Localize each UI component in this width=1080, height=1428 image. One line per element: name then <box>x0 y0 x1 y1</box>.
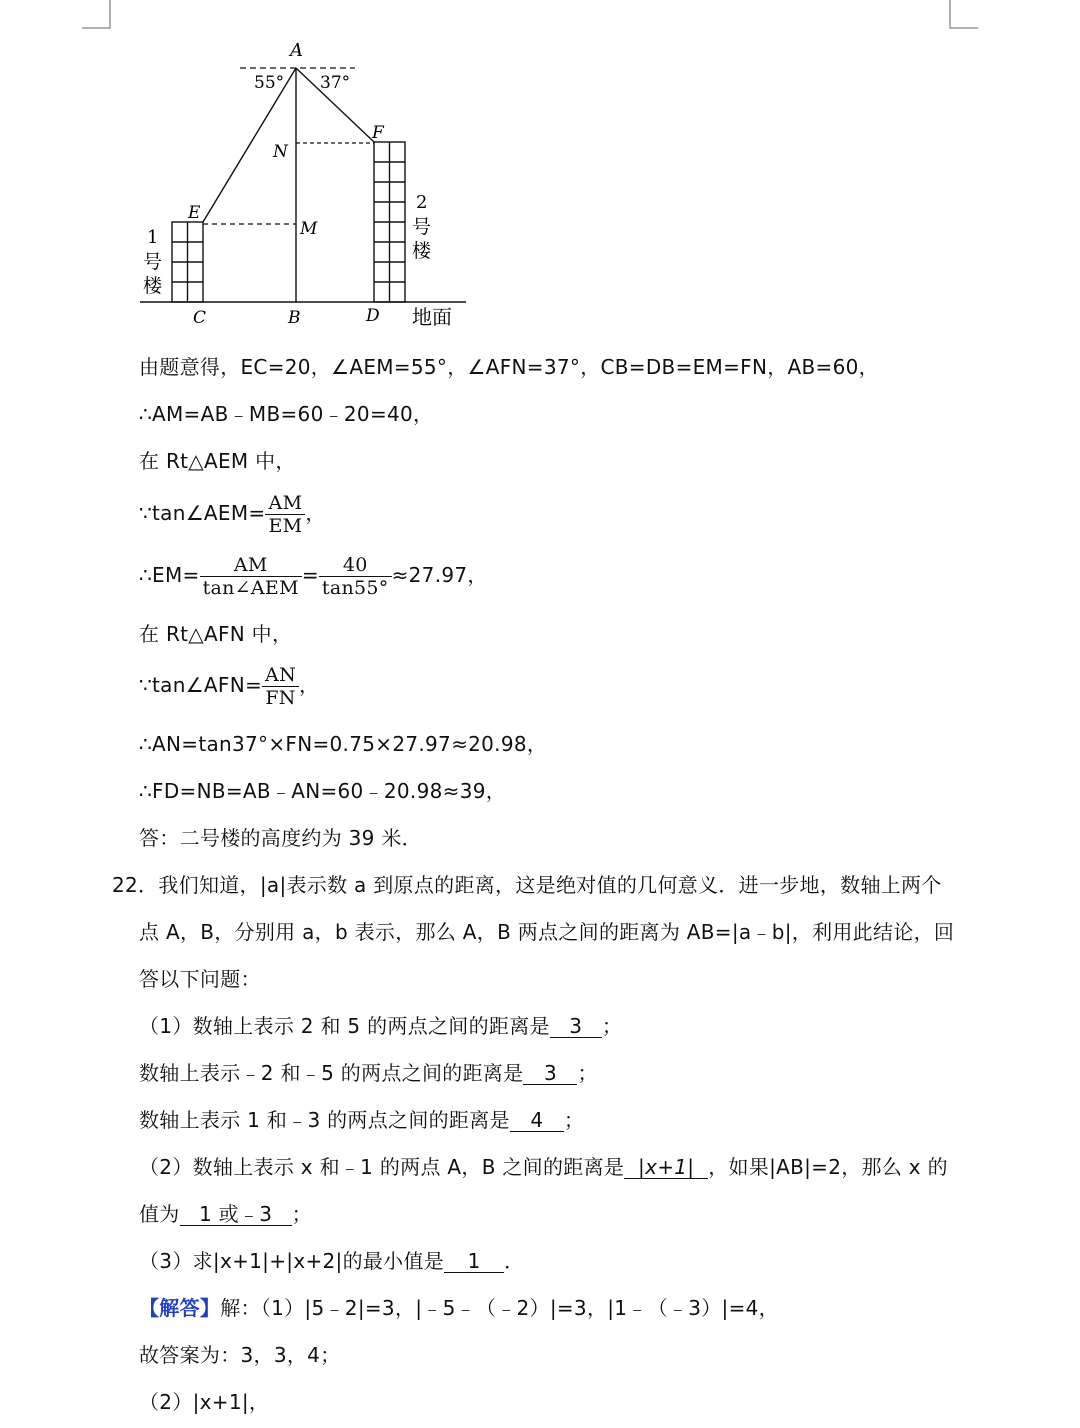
label-N: N <box>273 142 288 162</box>
answer-blank: |x+1| <box>624 1156 708 1179</box>
q22-part1-b <box>139 1059 598 1087</box>
answer-blank: 1 或﹣3 <box>180 1203 292 1226</box>
question-text: 值为 <box>139 1202 180 1226</box>
q22-intro-1: 22．我们知道，|a|表示数 a 到原点的距离，这是绝对值的几何意义．进一步地，数轴上两个 <box>112 873 942 897</box>
fraction-40-tan55 <box>319 554 392 599</box>
answer-blank: 1 <box>444 1250 504 1273</box>
line-suffix: ， <box>305 501 326 525</box>
em-prefix: ∴EM= <box>139 563 200 587</box>
fraction-numerator: AM <box>233 554 268 576</box>
building2-label-hao: 号 <box>412 216 432 238</box>
solution-line-7 <box>139 664 319 709</box>
label-D: D <box>366 306 380 326</box>
fraction-am-em <box>265 492 305 537</box>
solution-tag: 【解答】 <box>139 1296 221 1320</box>
fraction-denominator: tan55° <box>319 576 392 599</box>
answer-blank: 3 <box>523 1062 577 1085</box>
question-text: 数轴上表示 1 和﹣3 的两点之间的距离是 <box>139 1108 510 1132</box>
q22-part3 <box>139 1247 524 1275</box>
q22-solution-1 <box>139 1294 779 1322</box>
building2-label-num: 2 <box>416 192 428 213</box>
building2-label-lou: 楼 <box>412 240 432 262</box>
fraction-denominator: EM <box>265 514 305 537</box>
solution-text: 解：（1）|5﹣2|=3，|﹣5﹣（﹣2）|=3，|1﹣（﹣3）|=4， <box>220 1296 779 1320</box>
question-text: ，如果|AB|=2，那么 x 的 <box>708 1155 948 1179</box>
fraction-numerator: 40 <box>342 554 368 576</box>
label-F: F <box>372 123 384 143</box>
punctuation: ； <box>563 1108 585 1132</box>
punctuation: ； <box>291 1202 312 1226</box>
label-E: E <box>188 203 201 223</box>
question-text: 数轴上表示﹣2 和﹣5 的两点之间的距离是 <box>139 1061 524 1085</box>
punctuation: ； <box>577 1061 598 1085</box>
q22-solution-2: 故答案为：3，3，4； <box>139 1343 341 1367</box>
tan-afn-prefix: ∵tan∠AFN= <box>139 673 263 697</box>
angle-55-label: 55° <box>254 73 285 93</box>
line-suffix: ≈27.97， <box>391 563 488 587</box>
solution-line-2: ∴AM=AB﹣MB=60﹣20=40， <box>139 402 434 426</box>
q22-part1-c <box>139 1106 584 1134</box>
solution-line-4 <box>139 492 326 537</box>
solution-line-10: 答：二号楼的高度约为 39 米． <box>139 826 422 850</box>
solution-line-6: 在 Rt△AFN 中， <box>139 622 293 646</box>
punctuation: ； <box>601 1014 623 1038</box>
label-B: B <box>288 308 301 328</box>
q22-intro-2: 点 A，B，分别用 a，b 表示，那么 A，B 两点之间的距离为 AB=|a﹣b|，利用此结论，回 <box>139 920 955 944</box>
answer-blank: 3 <box>550 1015 602 1038</box>
question-text: （1）数轴上表示 2 和 5 的两点之间的距离是 <box>139 1014 550 1038</box>
q22-part1-a <box>139 1012 622 1040</box>
tan-aem-prefix: ∵tan∠AEM= <box>139 501 266 525</box>
page-corner-marks <box>0 0 1080 40</box>
solution-line-8: ∴AN=tan37°×FN=0.75×27.97≈20.98， <box>139 732 548 756</box>
angle-37-label: 37° <box>320 73 351 93</box>
q22-part2-a <box>139 1153 948 1181</box>
label-C: C <box>193 308 207 328</box>
line-suffix: ， <box>299 673 320 697</box>
building1-label-num: 1 <box>147 227 159 248</box>
fraction-numerator: AM <box>268 492 303 514</box>
fraction-am-tan <box>200 554 302 599</box>
solution-line-1: 由题意得，EC=20，∠AEM=55°，∠AFN=37°，CB=DB=EM=FN，AB=60， <box>139 355 879 379</box>
ground-label: 地面 <box>412 305 452 329</box>
q22-solution-3: （2）|x+1|， <box>139 1390 270 1414</box>
building-figure <box>130 35 480 335</box>
question-text: （2）数轴上表示 x 和﹣1 的两点 A，B 之间的距离是 <box>139 1155 625 1179</box>
label-A: A <box>290 40 303 61</box>
building1-label-hao: 号 <box>143 251 163 273</box>
equals-sign: = <box>301 563 319 587</box>
answer-blank: 4 <box>510 1109 564 1132</box>
fraction-denominator: tan∠AEM <box>200 576 302 599</box>
fraction-denominator: FN <box>262 686 299 709</box>
fraction-an-fn <box>262 664 299 709</box>
q22-intro-3: 答以下问题： <box>139 967 261 991</box>
solution-line-5 <box>139 554 488 599</box>
solution-line-9: ∴FD=NB=AB﹣AN=60﹣20.98≈39， <box>139 779 507 803</box>
punctuation: ． <box>504 1249 525 1273</box>
solution-line-3: 在 Rt△AEM 中， <box>139 449 296 473</box>
question-text: （3）求|x+1|+|x+2|的最小值是 <box>139 1249 445 1273</box>
building1-label-lou: 楼 <box>143 275 163 297</box>
q22-part2-b <box>139 1200 312 1228</box>
fraction-numerator: AN <box>265 664 296 686</box>
label-M: M <box>300 219 318 239</box>
